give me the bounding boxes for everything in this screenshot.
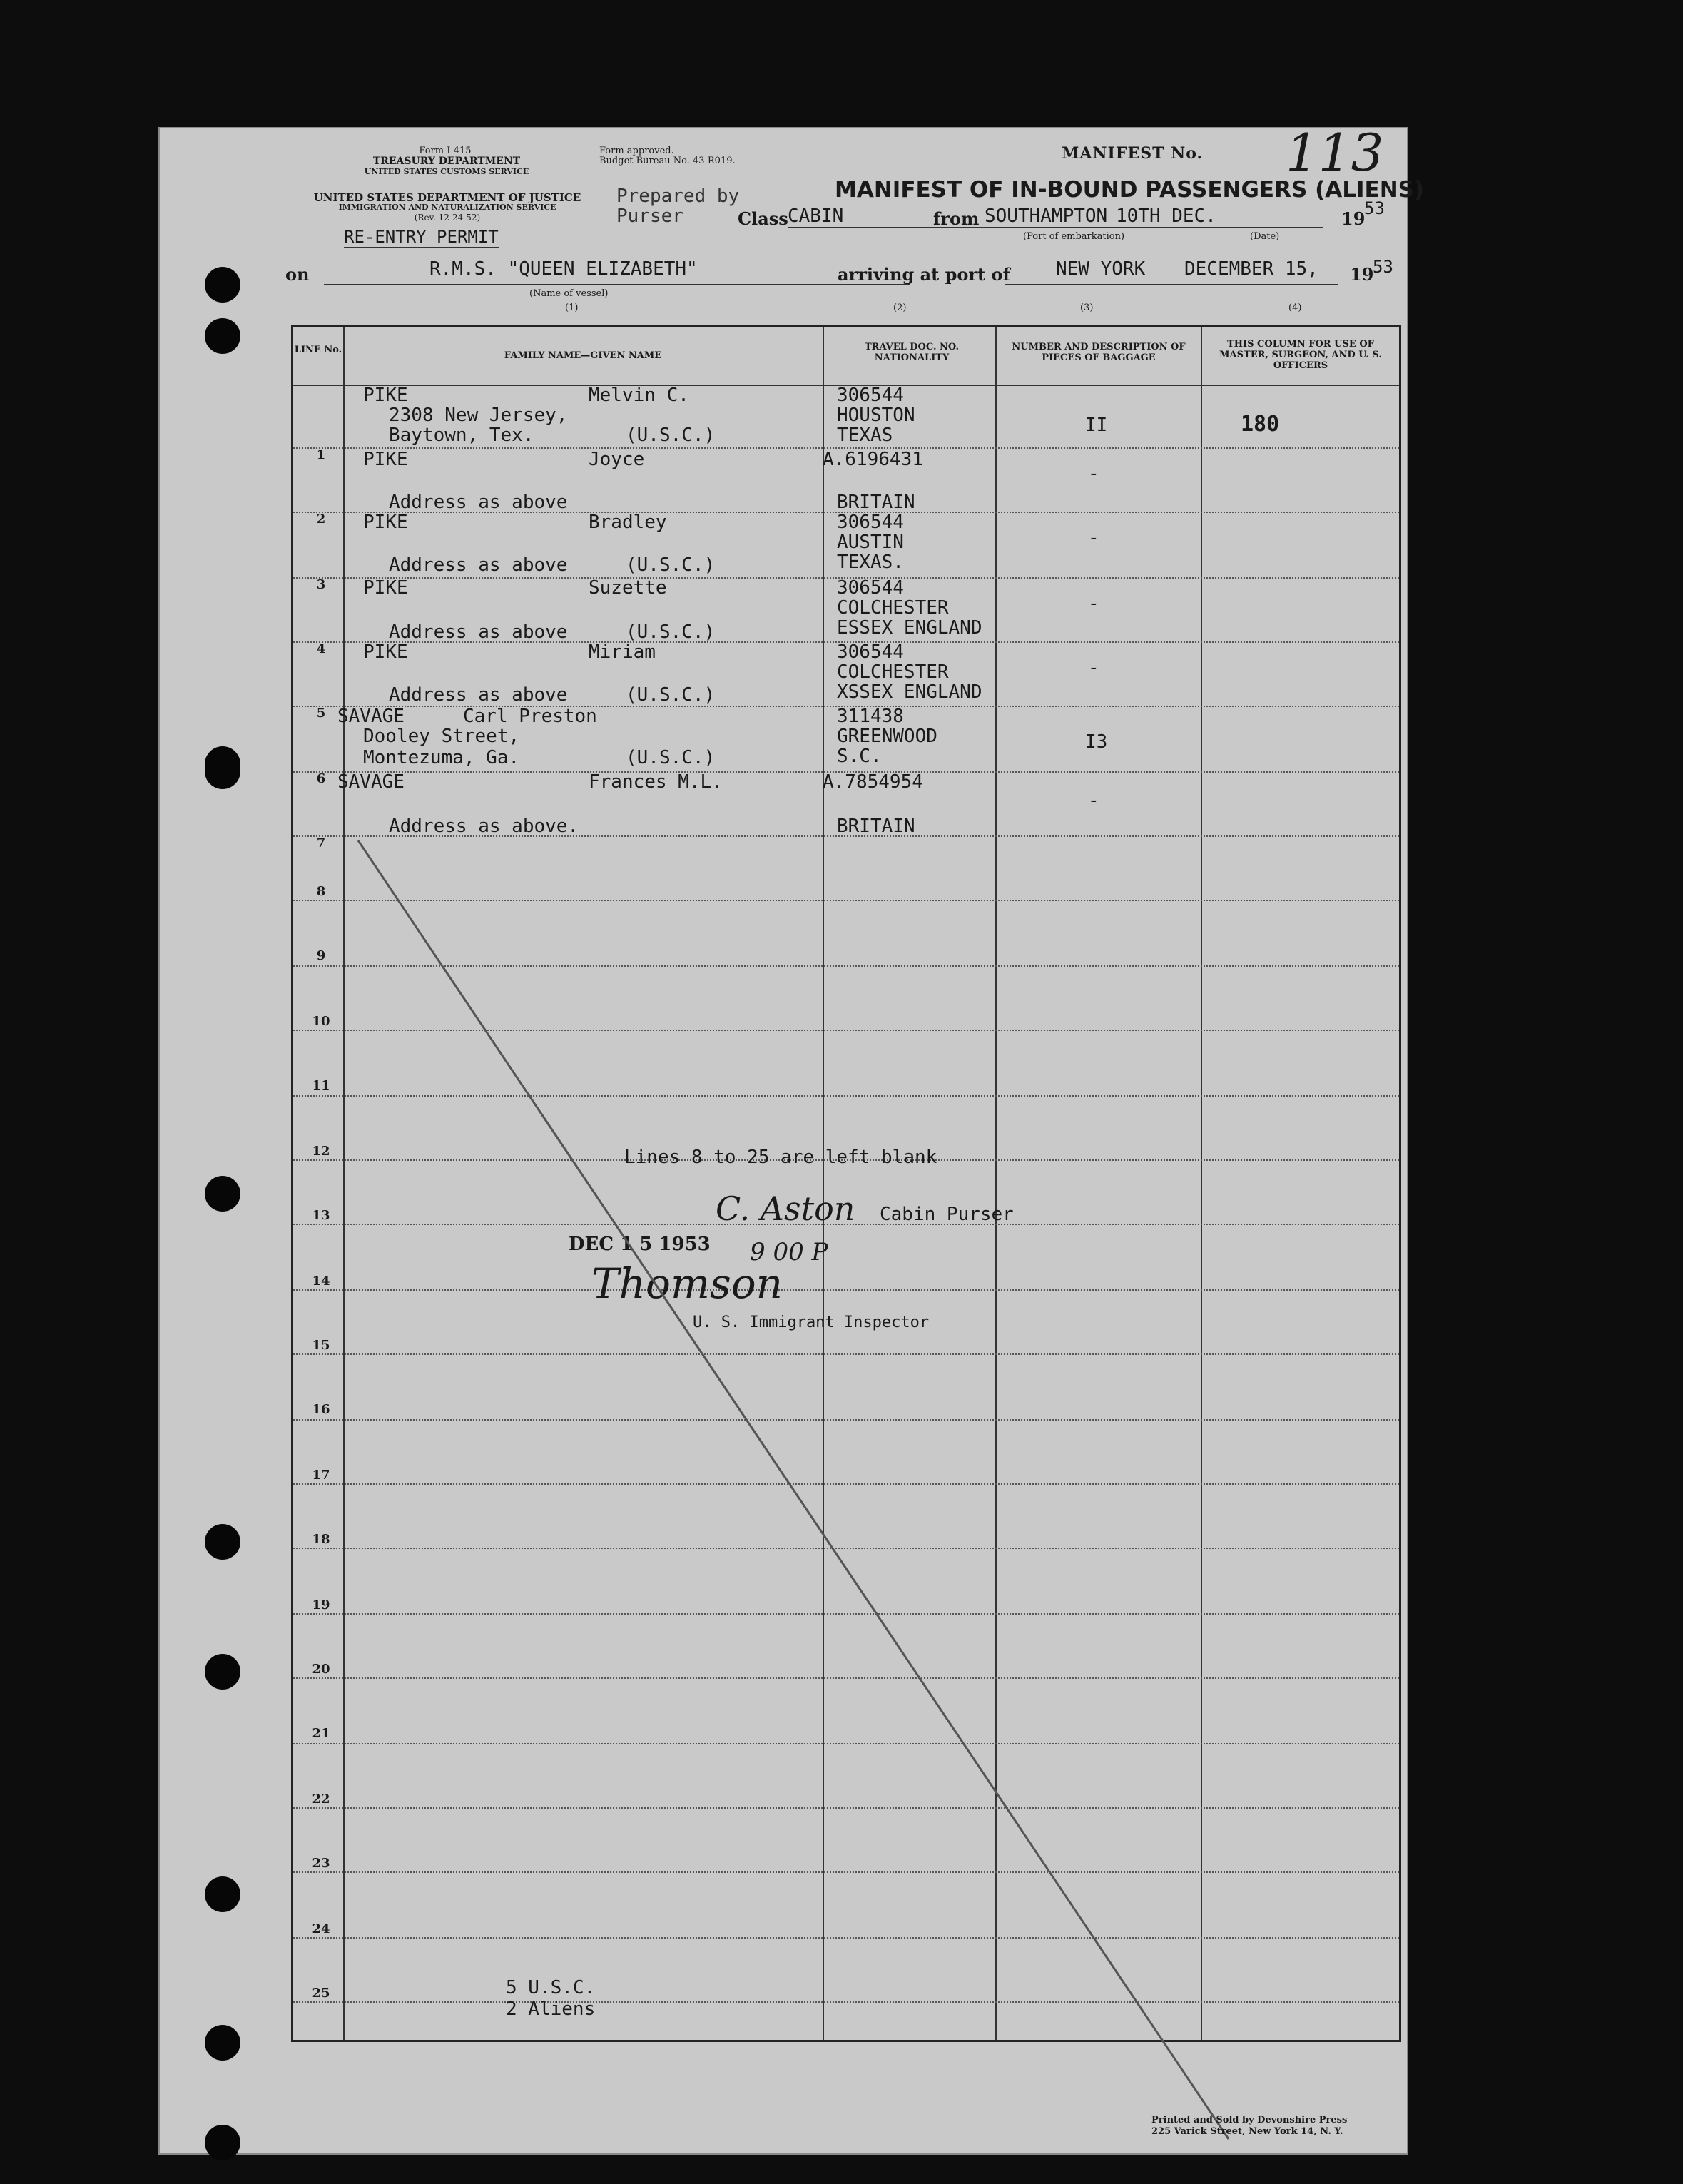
given-name: Miriam	[589, 641, 656, 663]
travel-doc-place: COLCHESTER	[837, 597, 949, 619]
prepared-by-label: Prepared by	[616, 186, 740, 207]
line-number: 1	[316, 447, 326, 462]
on-label: on	[285, 264, 310, 285]
line-number: 3	[316, 577, 326, 592]
line-number: 25	[312, 1986, 330, 2001]
line-number: 13	[312, 1208, 330, 1223]
baggage-count: -	[1088, 657, 1099, 679]
purser-title: Cabin Purser	[880, 1204, 1014, 1225]
baggage-count: I3	[1085, 731, 1108, 753]
customs-service: UNITED STATES CUSTOMS SERVICE	[364, 167, 529, 176]
official-number: 180	[1241, 412, 1280, 437]
given-name: Suzette	[589, 577, 667, 599]
nationality: TEXAS.	[837, 552, 904, 573]
year-prefix: 19	[1341, 208, 1366, 229]
approval-note: Form approved.	[599, 146, 674, 156]
family-name: PIKE	[363, 641, 408, 663]
travel-doc-number: 311438	[837, 706, 904, 727]
printer-address: 225 Varick Street, New York 14, N. Y.	[1151, 2126, 1343, 2137]
justice-department: UNITED STATES DEPARTMENT OF JUSTICE	[313, 191, 581, 204]
departure-date: 10TH DEC.	[1116, 205, 1216, 227]
family-name: PIKE	[363, 385, 408, 406]
line-number: 4	[316, 641, 326, 656]
revision: (Rev. 12-24-52)	[414, 213, 481, 223]
address-line: Dooley Street,	[363, 726, 520, 747]
line-number: 16	[312, 1402, 330, 1417]
ins-service: IMMIGRATION AND NATURALIZATION SERVICE	[338, 203, 556, 212]
address-line: Address as above	[389, 554, 568, 576]
line-number: 14	[312, 1274, 330, 1289]
from-value: SOUTHAMPTON	[985, 205, 1113, 228]
given-name: Joyce	[589, 449, 645, 470]
col-header-baggage: NUMBER AND DESCRIPTION OF PIECES OF BAGGAGE	[1012, 342, 1186, 363]
purser-signature: C. Aston	[716, 1189, 855, 1228]
arrival-port: NEW YORK	[1056, 258, 1146, 280]
prepared-by: Purser	[616, 205, 683, 227]
nationality: BRITAIN	[837, 816, 915, 837]
vessel-name: R.M.S. "QUEEN ELIZABETH"	[429, 258, 698, 280]
arriving-label: arriving at port of	[838, 264, 1010, 285]
printer-credit: Printed and Sold by Devonshire Press	[1151, 2115, 1348, 2125]
citizenship-status: (U.S.C.)	[626, 425, 716, 446]
address-line: Address as above	[389, 684, 568, 706]
nationality: ESSEX ENGLAND	[837, 617, 982, 639]
line-number: 2	[316, 512, 326, 527]
line-number: 17	[312, 1468, 330, 1483]
address-line: Address as above	[389, 492, 568, 513]
family-name: SAVAGE	[337, 706, 405, 727]
inspector-signature: Thomson	[591, 1259, 783, 1308]
family-name: PIKE	[363, 577, 408, 599]
col-number-3: (3)	[1080, 303, 1094, 313]
reentry-permit: RE-ENTRY PERMIT	[344, 227, 499, 247]
col-header-official: THIS COLUMN FOR USE OF MASTER, SURGEON, AND U. S. OFFICERS	[1219, 339, 1382, 371]
line-number: 22	[312, 1792, 330, 1807]
inspection-stamp-time: 9 00 P	[750, 1238, 828, 1266]
nationality: XSSEX ENGLAND	[837, 681, 982, 703]
travel-doc-place: AUSTIN	[837, 532, 904, 553]
given-name: Carl Preston	[463, 706, 597, 727]
pencil-strike-line	[158, 127, 1408, 2155]
col-header-name: FAMILY NAME—GIVEN NAME	[504, 350, 662, 361]
baggage-count: -	[1088, 527, 1099, 549]
line-number: 12	[312, 1144, 330, 1159]
family-name: PIKE	[363, 449, 408, 470]
baggage-count: -	[1088, 790, 1099, 811]
nationality: TEXAS	[837, 425, 893, 446]
family-name: SAVAGE	[337, 771, 405, 793]
citizenship-status: (U.S.C.)	[626, 747, 716, 768]
citizenship-status: (U.S.C.)	[626, 621, 716, 643]
line-number: 21	[312, 1726, 330, 1741]
address-line: Address as above	[389, 621, 568, 643]
nationality: S.C.	[837, 746, 882, 767]
address-line: Baytown, Tex.	[389, 425, 534, 446]
given-name: Bradley	[589, 512, 667, 533]
family-name: PIKE	[363, 512, 408, 533]
departure-year: 53	[1364, 198, 1385, 218]
given-name: Frances M.L.	[589, 771, 723, 793]
line-number: 8	[316, 884, 326, 899]
line-number: 6	[316, 771, 326, 786]
vessel-caption: (Name of vessel)	[529, 288, 609, 299]
citizenship-status: (U.S.C.)	[626, 554, 716, 576]
line-number: 9	[316, 948, 326, 963]
col-number-2: (2)	[893, 303, 907, 313]
baggage-count: II	[1085, 415, 1108, 436]
travel-doc-place: COLCHESTER	[837, 661, 949, 683]
inspector-title: U. S. Immigrant Inspector	[693, 1314, 930, 1331]
line-number: 20	[312, 1662, 330, 1677]
col-number-4: (4)	[1288, 303, 1302, 313]
address-line: 2308 New Jersey,	[389, 405, 568, 426]
inspection-stamp-date: DEC 1 5 1953	[569, 1234, 711, 1255]
given-name: Melvin C.	[589, 385, 689, 406]
arrival-date: DECEMBER 15,	[1184, 258, 1318, 280]
from-label: from	[933, 208, 980, 229]
line-number: 5	[316, 706, 326, 721]
budget-bureau: Budget Bureau No. 43-R019.	[599, 156, 736, 166]
arrival-year-prefix: 19	[1350, 264, 1374, 285]
baggage-count: -	[1088, 593, 1099, 614]
line-number: 19	[312, 1598, 330, 1612]
col-number-1: (1)	[565, 303, 579, 313]
manifest-page	[158, 123, 1425, 2155]
class-label: Class	[738, 208, 788, 229]
address-line: Montezuma, Ga.	[363, 747, 520, 768]
col-header-line: LINE No.	[294, 345, 342, 355]
line-number: 11	[312, 1078, 330, 1093]
travel-doc-number: A.6196431	[823, 449, 923, 470]
line-number: 7	[316, 835, 326, 850]
date-caption: (Date)	[1250, 231, 1280, 242]
summary-aliens: 2 Aliens	[506, 1998, 596, 2020]
manifest-title: MANIFEST OF IN-BOUND PASSENGERS (ALIENS)	[835, 177, 1425, 203]
arrival-year: 53	[1373, 257, 1393, 277]
form-number: Form I-415	[419, 146, 472, 156]
line-number: 24	[312, 1921, 330, 1936]
travel-doc-number: 306544	[837, 512, 904, 533]
travel-doc-place: HOUSTON	[837, 405, 915, 426]
baggage-count: -	[1088, 463, 1099, 484]
travel-doc-number: 306544	[837, 641, 904, 663]
line-number: 15	[312, 1338, 330, 1353]
col-header-travel-doc: TRAVEL DOC. NO. NATIONALITY	[864, 342, 960, 363]
manifest-number-label: MANIFEST No.	[1062, 144, 1204, 163]
line-number: 18	[312, 1532, 330, 1547]
summary-citizens: 5 U.S.C.	[506, 1977, 596, 1998]
nationality: BRITAIN	[837, 492, 915, 513]
line-number: 10	[312, 1014, 330, 1029]
travel-doc-number: 306544	[837, 385, 904, 406]
address-line: Address as above.	[389, 816, 579, 837]
travel-doc-place: GREENWOOD	[837, 726, 937, 747]
line-number: 23	[312, 1856, 330, 1871]
travel-doc-number: A.7854954	[823, 771, 923, 793]
blank-lines-note: Lines 8 to 25 are left blank	[624, 1147, 937, 1168]
manifest-number: 113	[1286, 123, 1384, 183]
citizenship-status: (U.S.C.)	[626, 684, 716, 706]
travel-doc-number: 306544	[837, 577, 904, 599]
class-value: CABIN	[788, 205, 1030, 228]
department: TREASURY DEPARTMENT	[372, 156, 521, 167]
port-caption: (Port of embarkation)	[1023, 231, 1125, 242]
